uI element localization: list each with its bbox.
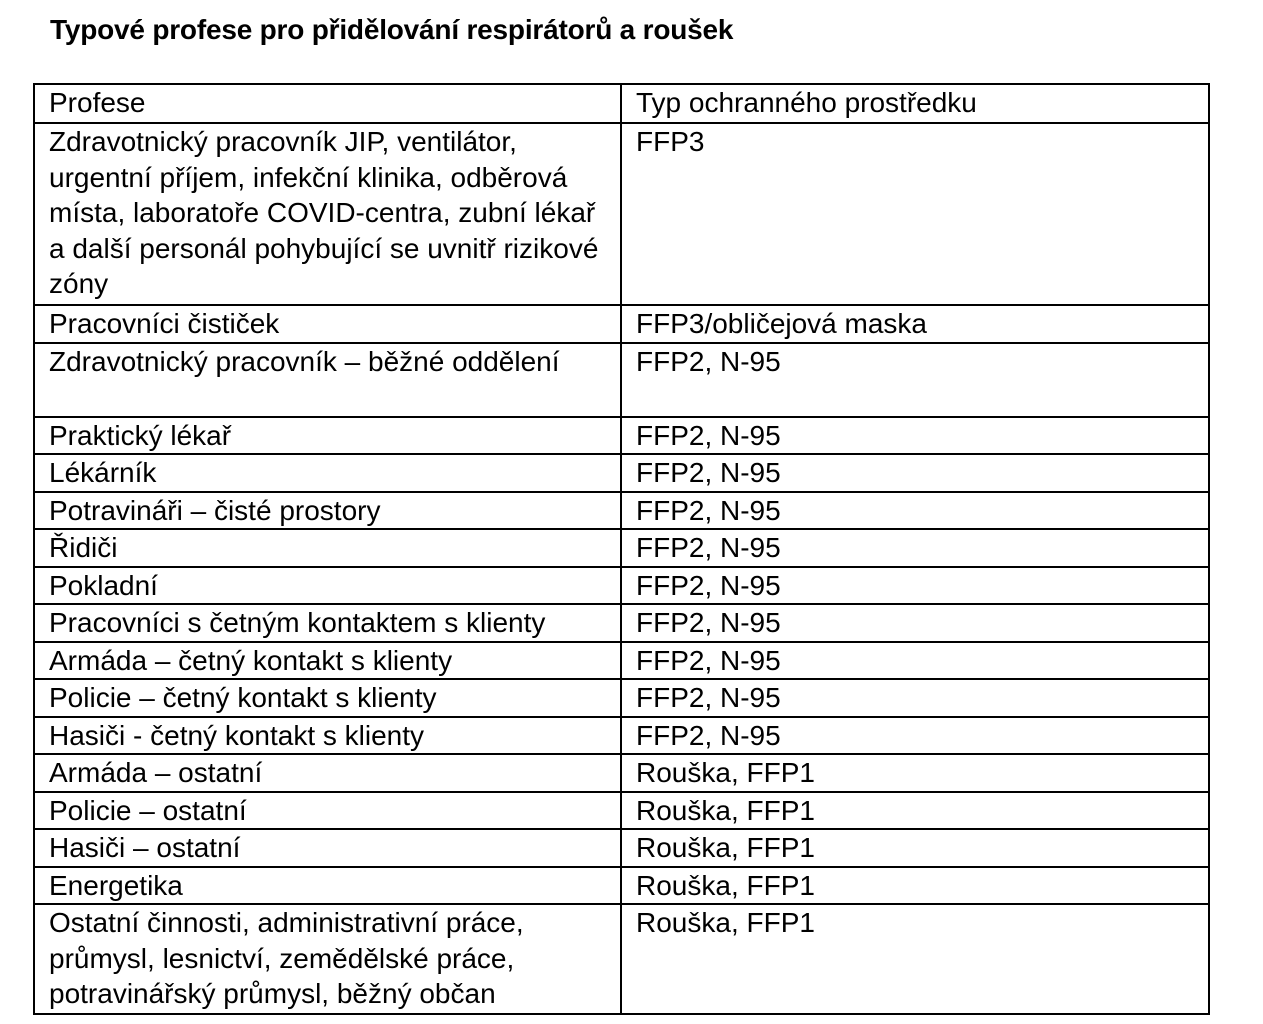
profession-cell: Policie – ostatní bbox=[34, 792, 621, 830]
profession-cell: Řidiči bbox=[34, 529, 621, 567]
protection-cell: Rouška, FFP1 bbox=[621, 867, 1209, 905]
table-row bbox=[34, 305, 1209, 343]
protection-cell: FFP2, N-95 bbox=[621, 642, 1209, 680]
table-row bbox=[34, 717, 1209, 755]
table-row bbox=[34, 454, 1209, 492]
profession-cell: Policie – četný kontakt s klienty bbox=[34, 679, 621, 717]
protection-cell: FFP2, N-95 bbox=[621, 717, 1209, 755]
table-row bbox=[34, 829, 1209, 867]
table-row bbox=[34, 604, 1209, 642]
profession-cell: Hasiči - četný kontakt s klienty bbox=[34, 717, 621, 755]
profession-cell: Hasiči – ostatní bbox=[34, 829, 621, 867]
profession-cell: Zdravotnický pracovník – běžné oddělení bbox=[34, 343, 621, 417]
profession-cell: Pokladní bbox=[34, 567, 621, 605]
profession-cell: Armáda – ostatní bbox=[34, 754, 621, 792]
table-row bbox=[34, 904, 1209, 1014]
protection-cell: FFP2, N-95 bbox=[621, 417, 1209, 455]
table-row bbox=[34, 492, 1209, 530]
header-protection-type: Typ ochranného prostředku bbox=[621, 84, 1209, 123]
protection-cell: Rouška, FFP1 bbox=[621, 792, 1209, 830]
table-row bbox=[34, 529, 1209, 567]
profession-cell: Potravináři – čisté prostory bbox=[34, 492, 621, 530]
protection-cell: Rouška, FFP1 bbox=[621, 754, 1209, 792]
table-row bbox=[34, 754, 1209, 792]
document-title: Typové profese pro přidělování respirátorů a roušek bbox=[50, 14, 734, 45]
table-row bbox=[34, 867, 1209, 905]
protection-cell: Rouška, FFP1 bbox=[621, 829, 1209, 867]
protection-cell: FFP2, N-95 bbox=[621, 529, 1209, 567]
protection-cell: Rouška, FFP1 bbox=[621, 904, 1209, 1014]
table-row bbox=[34, 679, 1209, 717]
protection-cell: FFP2, N-95 bbox=[621, 492, 1209, 530]
protection-cell: FFP2, N-95 bbox=[621, 454, 1209, 492]
profession-cell: Pracovníci s četným kontaktem s klienty bbox=[34, 604, 621, 642]
table-row bbox=[34, 417, 1209, 455]
profession-cell: Pracovníci čističek bbox=[34, 305, 621, 343]
table-row bbox=[34, 567, 1209, 605]
protection-cell: FFP3 bbox=[621, 123, 1209, 305]
table-row bbox=[34, 123, 1209, 305]
protection-cell: FFP3/obličejová maska bbox=[621, 305, 1209, 343]
profession-cell: Ostatní činnosti, administrativní práce, průmysl, lesnictví, zemědělské práce, potravinářský průmysl, běžný občan bbox=[34, 904, 621, 1014]
profession-cell: Lékárník bbox=[34, 454, 621, 492]
protection-cell: FFP2, N-95 bbox=[621, 567, 1209, 605]
protection-table bbox=[33, 83, 1210, 1015]
protection-cell: FFP2, N-95 bbox=[621, 679, 1209, 717]
profession-cell: Praktický lékař bbox=[34, 417, 621, 455]
profession-cell: Energetika bbox=[34, 867, 621, 905]
profession-cell: Zdravotnický pracovník JIP, ventilátor, urgentní příjem, infekční klinika, odběrová místa, laboratoře COVID-centra, zubní lékař a další personál pohybující se uvnitř rizikové zóny bbox=[34, 123, 621, 305]
protection-cell: FFP2, N-95 bbox=[621, 604, 1209, 642]
table-row bbox=[34, 642, 1209, 680]
table-row bbox=[34, 343, 1209, 417]
table-header-row bbox=[34, 84, 1209, 123]
header-profession: Profese bbox=[34, 84, 621, 123]
table-row bbox=[34, 792, 1209, 830]
profession-cell: Armáda – četný kontakt s klienty bbox=[34, 642, 621, 680]
protection-cell: FFP2, N-95 bbox=[621, 343, 1209, 417]
